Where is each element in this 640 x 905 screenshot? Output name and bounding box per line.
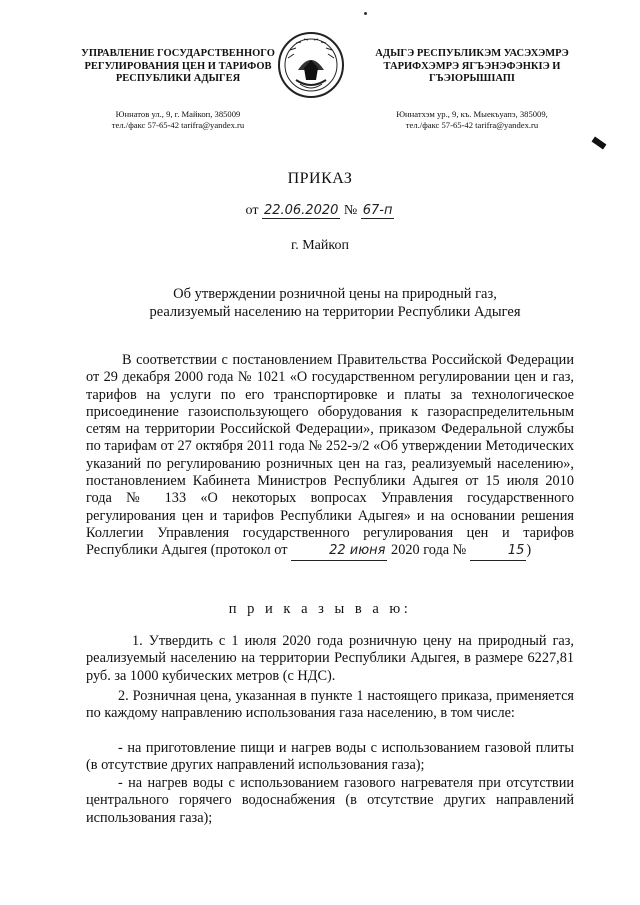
header-left-address-line-2: тел./факс 57-65-42 tarifra@yandex.ru	[111, 120, 245, 130]
header-right-address	[366, 109, 578, 131]
number-sign: №	[343, 203, 358, 218]
coat-of-arms-emblem	[276, 30, 346, 100]
bullet-water-heating: - на нагрев воды с использованием газового нагревателя при отсутствии центрального горячего водоснабжения (в отсутствие других направлений использования газа);	[86, 775, 574, 826]
subject-line-2: реализуемый населению на территории Республики Адыгея	[149, 304, 521, 320]
protocol-close: )	[526, 542, 532, 559]
protocol-year: 2020 года №	[391, 542, 467, 559]
scan-mark	[592, 137, 607, 150]
header-right-address-line-1: Юннатхэм ур., 9, къ. Мыекъуапэ, 385009,	[396, 109, 548, 119]
handwritten-date: 22.06.2020	[263, 203, 339, 218]
bullet-cooking: - на приготовление пищи и нагрев воды с использованием газовой плиты (в отсутствие других направлений использования газа);	[86, 740, 574, 774]
handwritten-protocol-number: 15	[470, 542, 527, 560]
order-word: п р и к а з ы в а ю:	[228, 601, 412, 617]
document-date-line	[0, 203, 640, 219]
city-name: г. Майкоп	[291, 238, 349, 253]
subject-line-1: Об утверждении розничной цены на природный газ,	[173, 286, 497, 302]
header-left-address	[78, 109, 278, 131]
header-right-organization: АДЫГЭ РЕСПУБЛИКЭМ УАСЭХЭМРЭ ТАРИФХЭМРЭ ЯГЪЭНЭФЭНКІЭ И ГЪЭІОРЫШІАПІ	[375, 48, 569, 84]
handwritten-number: 67-п	[362, 203, 393, 218]
header-left-address-line-1: Юннатов ул., 9, г. Майкоп, 385009	[115, 109, 241, 119]
handwritten-protocol-date: 22 июня	[291, 542, 387, 560]
scan-speck	[364, 12, 367, 15]
document-title: ПРИКАЗ	[287, 170, 353, 187]
preamble-text: В соответствии с постановлением Правительства Российской Федерации от 29 декабря 2000 года № 1021 «О государственном регулировании цен и газ, тарифов на услуги по его транспортировке и платы за технологическое присоединение газоиспользующего оборудования к газораспределительным сетям на территории Российской Федерации», приказом Федеральной службы по тарифам от 27 октября 2011 года № 252-э/2 «Об утверждении Методических указаний по регулированию розничных цен на газ, реализуемый населению», постановлением Кабинета Министров Республики Адыгея от 15 июля 2010 года № 133 «О некоторых вопросах Управления государственного регулирования цен и тарифов Республики Адыгея» и на основании решения Коллегии Управления государственного регулирования цен и тарифов Республики Адыгея (протокол от	[86, 352, 574, 559]
preamble-paragraph	[86, 352, 574, 561]
header-left-organization: УПРАВЛЕНИЕ ГОСУДАРСТВЕННОГО РЕГУЛИРОВАНИЯ ЦЕН И ТАРИФОВ РЕСПУБЛИКИ АДЫГЕЯ	[81, 48, 275, 84]
date-prefix: от	[245, 203, 259, 218]
header-right-address-line-2: тел./факс 57-65-42 tarifra@yandex.ru	[405, 120, 539, 130]
item-1-paragraph: 1. Утвердить с 1 июля 2020 года розничную цену на природный газ, реализуемый населению на территории Республики Адыгея, в размере 6227,81 руб. за 1000 кубических метров (с НДС).	[86, 633, 574, 684]
document-subject	[90, 285, 580, 321]
item-2-paragraph: 2. Розничная цена, указанная в пункте 1 настоящего приказа, применяется по каждому направлению использования газа населению, в том числе:	[86, 688, 574, 722]
